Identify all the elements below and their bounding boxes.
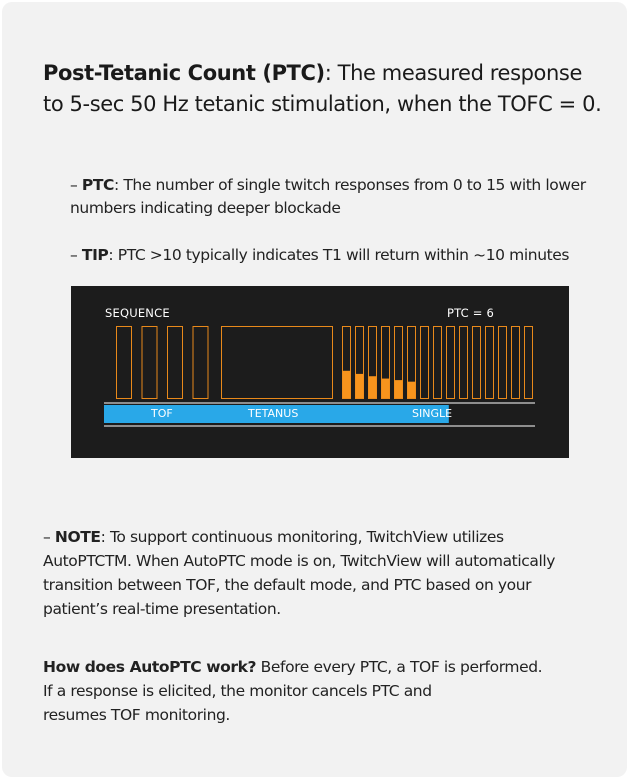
stimulation-sequence-diagram xyxy=(71,286,569,458)
bullet-text: : PTC >10 typically indicates T1 will return within ~10 minutes xyxy=(108,246,570,264)
single-pulse-outline xyxy=(473,327,481,399)
tof-phase-label: TOF xyxy=(151,407,173,420)
headline-text: : The measured response to 5-sec 50 Hz tetanic stimulation, when the TOFC = 0. xyxy=(43,61,602,116)
bullet-term: TIP xyxy=(81,246,109,264)
tetanus-phase-label: TETANUS xyxy=(248,407,299,420)
how-line xyxy=(43,655,603,679)
bullet-tip xyxy=(70,244,605,267)
single-twitch-response xyxy=(356,374,364,398)
bullet-ptc xyxy=(70,174,605,220)
tof-pulse-outline xyxy=(168,327,183,399)
how-term: How does AutoPTC work? xyxy=(43,658,257,676)
single-pulse-outline xyxy=(434,327,442,399)
note-line: patient’s real-time presentation. xyxy=(43,600,281,618)
sequence-label: SEQUENCE xyxy=(105,306,170,320)
how-line: If a response is elicited, the monitor cancels PTC and xyxy=(43,682,432,700)
bullet-term: PTC xyxy=(81,176,114,194)
content-card xyxy=(2,2,627,777)
single-pulse-outline xyxy=(460,327,468,399)
single-pulse-outline xyxy=(525,327,533,399)
single-pulse-outline xyxy=(499,327,507,399)
single-twitch-response xyxy=(382,379,390,398)
how-it-works-paragraph xyxy=(43,655,603,727)
single-phase-label: SINGLE xyxy=(412,407,453,420)
bullet-prefix: – xyxy=(70,176,82,194)
tof-pulse-outline xyxy=(117,327,132,399)
single-twitch-response xyxy=(408,382,416,398)
tetanus-block-outline xyxy=(222,327,333,399)
tof-pulse-outline xyxy=(193,327,208,399)
single-pulse-outline xyxy=(512,327,520,399)
how-line: resumes TOF monitoring. xyxy=(43,706,230,724)
bullet-text: : The number of single twitch responses from 0 to 15 with lower numbers indicating deeper blockade xyxy=(70,176,586,217)
single-pulse-outline xyxy=(421,327,429,399)
note-text: : To support continuous monitoring, TwitchView utilizes xyxy=(100,528,504,546)
tof-pulse-outline xyxy=(142,327,157,399)
note-term: NOTE xyxy=(54,528,101,546)
single-pulse-outline xyxy=(447,327,455,399)
how-text: Before every PTC, a TOF is performed. xyxy=(256,658,543,676)
single-twitch-response xyxy=(395,380,403,398)
bullet-prefix: – xyxy=(70,246,82,264)
single-pulse-outline xyxy=(486,327,494,399)
note-prefix: – xyxy=(43,528,55,546)
note-paragraph xyxy=(43,525,603,621)
note-line xyxy=(43,525,603,549)
ptc-count-label: PTC = 6 xyxy=(447,306,494,320)
note-line: AutoPTCTM. When AutoPTC mode is on, TwitchView will automatically xyxy=(43,552,556,570)
headline xyxy=(43,58,603,120)
note-line: transition between TOF, the default mode, and PTC based on your xyxy=(43,576,532,594)
headline-term: Post-Tetanic Count (PTC) xyxy=(43,61,325,85)
single-twitch-response xyxy=(369,376,377,398)
single-twitch-response xyxy=(343,371,351,398)
